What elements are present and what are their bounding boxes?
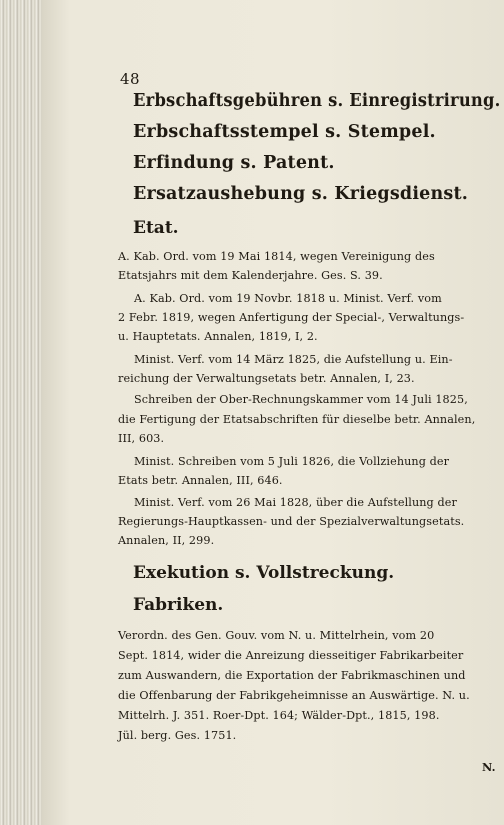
etat-line: Regierungs-Hauptkassen- und der Spezialverwaltungsetats. <box>118 515 465 528</box>
section-title-etat: Etat. <box>133 218 179 238</box>
page-number: 48 <box>120 70 141 88</box>
etat-line: 2 Febr. 1819, wegen Anfertigung der Special-, Verwaltungs- <box>118 311 465 324</box>
fabriken-line: Jül. berg. Ges. 1751. <box>118 729 237 742</box>
etat-line: Etats betr. Annalen, III, 646. <box>118 474 283 487</box>
heading-erbschaftsstempel: Erbschaftsstempel s. Stempel. <box>133 122 436 142</box>
book-binding <box>0 0 43 825</box>
etat-line: Schreiben der Ober-Rechnungskammer vom 14 Juli 1825, <box>134 393 468 406</box>
section-title-exekution: Exekution s. Vollstreckung. <box>133 563 395 583</box>
fabriken-line: Mittelrh. J. 351. Roer-Dpt. 164; Wälder-Dpt., 1815, 198. <box>118 709 440 722</box>
section-title-fabriken: Fabriken. <box>133 595 224 615</box>
etat-line: reichung der Verwaltungsetats betr. Annalen, I, 23. <box>118 372 415 385</box>
fabriken-line: die Offenbarung der Fabrikgeheimnisse an Auswärtige. N. u. <box>118 689 470 702</box>
fabriken-line: Verordn. des Gen. Gouv. vom N. u. Mittelrhein, vom 20 <box>118 629 435 642</box>
etat-line: A. Kab. Ord. vom 19 Novbr. 1818 u. Minist. Verf. vom <box>134 292 442 305</box>
etat-line: Minist. Schreiben vom 5 Juli 1826, die Vollziehung der <box>134 455 450 468</box>
heading-ersatzaushebung: Ersatzaushebung s. Kriegsdienst. <box>133 184 469 204</box>
heading-erfindung: Erfindung s. Patent. <box>133 153 335 173</box>
etat-line: A. Kab. Ord. vom 19 Mai 1814, wegen Vereinigung des <box>118 250 435 263</box>
etat-line: Annalen, II, 299. <box>118 534 215 547</box>
etat-line: Etatsjahrs mit dem Kalenderjahre. Ges. S. 39. <box>118 269 383 282</box>
fabriken-line: zum Auswandern, die Exportation der Fabrikmaschinen und <box>118 669 466 682</box>
fabriken-line: Sept. 1814, wider die Anreizung diesseitiger Fabrikarbeiter <box>118 649 464 662</box>
heading-erbschaftsgebuehren: Erbschaftsgebühren s. Einregistrirung. <box>133 91 501 111</box>
etat-line: Minist. Verf. vom 14 März 1825, die Aufstellung u. Ein- <box>134 353 453 366</box>
etat-line: die Fertigung der Etatsabschriften für dieselbe betr. Annalen, <box>118 413 476 426</box>
catchword: N. <box>482 760 496 774</box>
etat-line: III, 603. <box>118 432 165 445</box>
etat-line: Minist. Verf. vom 26 Mai 1828, über die Aufstellung der <box>134 496 457 509</box>
etat-line: u. Hauptetats. Annalen, 1819, I, 2. <box>118 330 318 343</box>
